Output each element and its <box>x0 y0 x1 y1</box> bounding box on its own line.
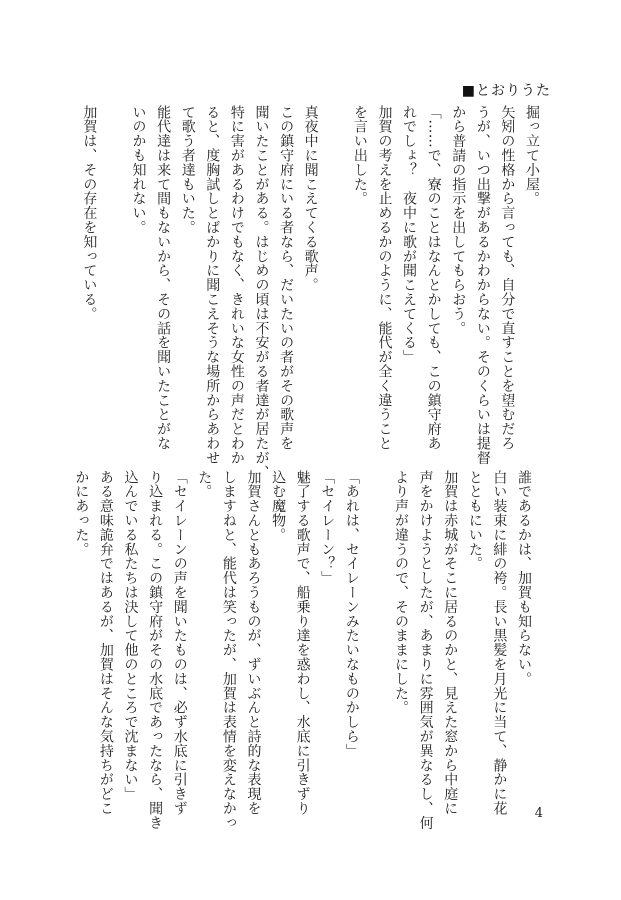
lower-line: 魅了する歌声で、船乗り達を惑わし、水底に引きずり <box>294 470 311 816</box>
upper-line: うが、いつ出撃があるかわからない。そのくらいは提督 <box>474 105 491 465</box>
lower-line: り込まれる。この鎮守府がその水底であったなら、聞き <box>147 470 164 830</box>
lower-line: 「セイレーン？」 <box>319 470 336 586</box>
upper-line: 加賀の考えを止めるかのように、能代が全く違うこと <box>376 105 393 451</box>
upper-line: 矢矧の性格から言っても、自分で直すことを望むだろ <box>499 105 516 451</box>
lower-line: 加賀さんともあろうものが、ずいぶんと詩的な表現を <box>245 470 262 816</box>
upper-line: ると、度胸試しとばかりに聞こえそうな場所からあわせ <box>204 105 221 465</box>
upper-line: 能代達は来て間もないから、その話を聞いたことがな <box>155 105 172 451</box>
upper-line: 加賀は、その存在を知っている。 <box>81 105 98 321</box>
running-title: ■とおりうた <box>461 83 551 99</box>
lower-line: かにあった。 <box>73 470 90 557</box>
page-number: 4 <box>534 806 543 821</box>
upper-line: から普請の指示を出してもらおう。 <box>450 105 467 336</box>
lower-line: 込んでいる私たちは決して他のところで沈まない」 <box>122 470 139 802</box>
upper-line: て歌う者達もいた。 <box>179 105 196 235</box>
lower-line: 白い装束に緋の袴。長い黒髪を月光に当て、静かに花 <box>491 470 508 816</box>
lower-line: より声が違うので、そのままにした。 <box>393 470 410 715</box>
upper-line: 真夜中に聞こえてくる歌声。 <box>302 105 319 293</box>
upper-line: 「……で、寮のことはなんとかしても、この鎮守府あ <box>425 105 442 451</box>
upper-line: この鎮守府にいる者なら、だいたいの者がその歌声を <box>278 105 295 451</box>
lower-line: 込む魔物。 <box>270 470 287 542</box>
lower-line: しますねと、能代は笑ったが、加賀は表情を変えなかっ <box>220 470 237 830</box>
lower-line: ある意味詭弁ではあるが、加賀はそんな気持ちがどこ <box>97 470 114 816</box>
upper-line: いのかも知れない。 <box>130 105 147 235</box>
lower-line: とともにいた。 <box>466 470 483 571</box>
upper-line: 掘っ立て小屋。 <box>524 105 540 206</box>
lower-text-block <box>73 470 536 830</box>
lower-line: 声をかけようとしたが、あまりに雰囲気が異なるし、何 <box>417 470 434 830</box>
upper-blank-line <box>101 105 126 445</box>
lower-line: 「セイレーンの声を聞いたものは、必ず水底に引きず <box>171 470 188 816</box>
upper-line: を言い出した。 <box>351 105 368 206</box>
upper-blank-line <box>323 105 348 445</box>
upper-line: 聞いたことがある。はじめの頃は不安がる者達が居たが、 <box>253 105 270 480</box>
lower-line: た。 <box>196 470 213 499</box>
upper-line: れでしょ？ 夜中に歌が聞こえてくる」 <box>401 105 418 365</box>
lower-blank-line <box>364 470 389 810</box>
lower-line: 加賀は赤城がそこに居るのかと、見えた窓から中庭に <box>442 470 459 816</box>
lower-line: 「あれは、セイレーンみたいなものかしら」 <box>343 470 360 758</box>
upper-text-block <box>81 105 544 480</box>
lower-line: 誰であるかは、加賀も知らない。 <box>516 470 532 686</box>
upper-line: 特に害があるわけでもなく、きれいな女性の声だとわか <box>228 105 245 465</box>
